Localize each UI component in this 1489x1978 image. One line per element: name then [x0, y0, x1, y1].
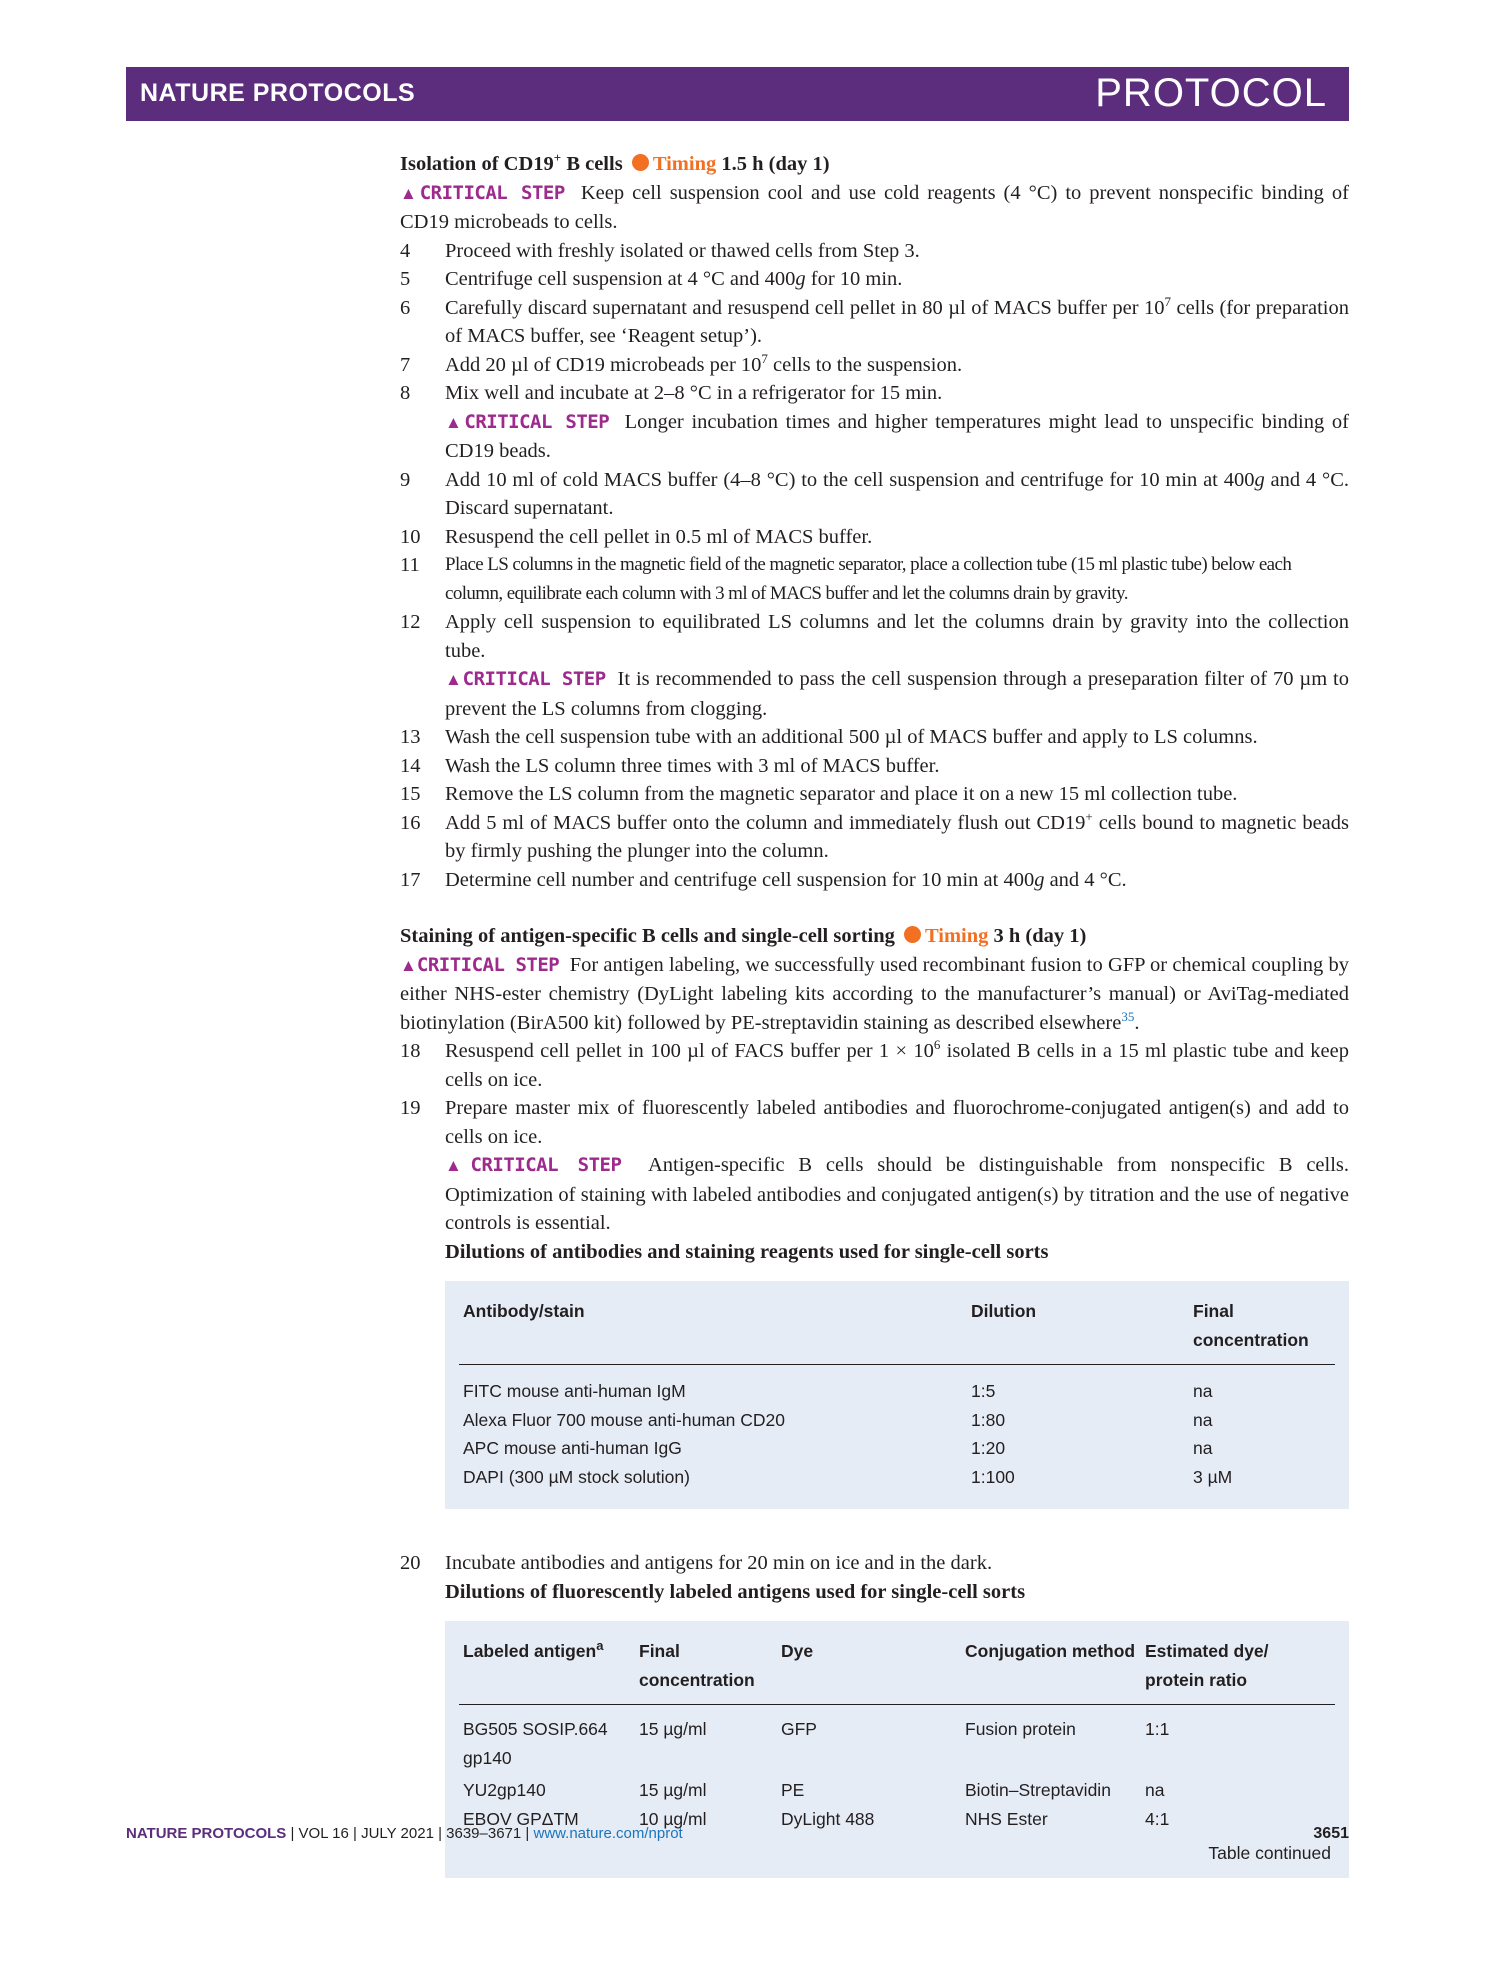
- timing-dot-icon: [632, 154, 649, 171]
- article-type: PROTOCOL: [1095, 71, 1327, 115]
- step-16: 16 Add 5 ml of MACS buffer onto the column and immediately flush out CD19+ cells bound to magnetic beads by firmly pushing the plunger into the column.: [400, 808, 1349, 862]
- critical-step-note: ▲CRITICAL STEP Antigen-specific B cells should be distinguishable from nonspecific B cells. Optimization of staining with labeled antibodies and conjugated antigen(s) by titration and the use of negative controls is essential.: [445, 1154, 1350, 1234]
- journal-name: NATURE PROTOCOLS: [140, 79, 416, 107]
- main-content: [400, 150, 1349, 1878]
- step-20: 20 Incubate antibodies and antigens for 20 min on ice and in the dark.: [400, 1552, 993, 1574]
- step-5: 5 Centrifuge cell suspension at 4 °C and 400g for 10 min.: [400, 268, 903, 290]
- step-8: 8 Mix well and incubate at 2–8 °C in a refrigerator for 15 min. ▲CRITICAL STEP Longer incubation times and higher temperatures might lead to unspecific binding of CD19 beads.: [400, 379, 1349, 466]
- footer-journal: NATURE PROTOCOLS: [126, 1825, 287, 1842]
- step-18: 18 Resuspend cell pellet in 100 µl of FACS buffer per $1 \times 10^6$ isolated B cells in a 15 ml plastic tube and keep cells on ice.: [400, 1037, 1349, 1091]
- table-header-row: Labeled antigen$^a$ Final concentration Dye Conjugation method Estimated dye/ protein ratio: [459, 1627, 1335, 1705]
- timing-value: 1.5 h (day 1): [716, 153, 830, 175]
- table-row: YU2gp140 15 µg/ml PE Biotin–Streptavidin na: [463, 1780, 1165, 1800]
- warning-triangle-icon: ▲: [445, 670, 463, 689]
- section-heading-isolation: Isolation of CD19+ B cells Timing 1.5 h (day 1): [400, 150, 830, 175]
- journal-url-link[interactable]: www.nature.com/nprot: [533, 1825, 683, 1842]
- step-7: 7 Add 20 µl of CD19 microbeads per $10^7$ cells to the suspension.: [400, 350, 963, 376]
- antibody-dilution-table: [445, 1281, 1349, 1509]
- table-row: BG505 SOSIP.664 gp140 15 µg/ml GFP Fusion protein 1:1: [463, 1719, 1170, 1768]
- step-14: 14 Wash the LS column three times with 3 ml of MACS buffer.: [400, 754, 940, 777]
- table-caption: Dilutions of fluorescently labeled antigens used for single-cell sorts: [445, 1580, 1026, 1603]
- step-13: 13 Wash the cell suspension tube with an additional 500 µl of MACS buffer and apply to LS columns.: [400, 726, 1258, 748]
- warning-triangle-icon: ▲: [445, 1156, 471, 1175]
- timing-value: 3 h (day 1): [988, 925, 1087, 947]
- table-header-row: Antibody/stain Dilution Final concentration: [459, 1287, 1335, 1365]
- table-row: EBOV GPΔTM 10 µg/ml DyLight 488 NHS Ester 4:1: [463, 1808, 1170, 1829]
- table-row: FITC mouse anti-human IgM 1:5 na: [463, 1381, 1213, 1401]
- step-15: 15 Remove the LS column from the magnetic separator and place it on a new 15 ml collection tube.: [400, 783, 1238, 805]
- citation-link[interactable]: 35: [1121, 1008, 1135, 1024]
- step-19: 19 Prepare master mix of fluorescently labeled antibodies and fluorochrome-conjugated antigen(s) and add to cells on ice. ▲CRITICAL STEP Antigen-specific B cells should be distinguishable from nonspecific B cells. Optimization of staining with labeled antibodies and conjugated antigen(s) by titration and the use of negative controls is essential.: [400, 1094, 1349, 1238]
- table-caption: Dilutions of antibodies and staining reagents used for single-cell sorts: [445, 1240, 1049, 1263]
- timing-label: Timing: [652, 153, 717, 175]
- warning-triangle-icon: ▲: [400, 183, 420, 203]
- table-row: Alexa Fluor 700 mouse anti-human CD20 1:80 na: [463, 1409, 1213, 1430]
- table-row: APC mouse anti-human IgG 1:20 na: [463, 1438, 1213, 1458]
- table-continued-note: Table continued: [1208, 1843, 1331, 1863]
- page-number: 3651: [1313, 1825, 1349, 1842]
- critical-step-note: ▲CRITICAL STEP Keep cell suspension cool and use cold reagents (4 °C) to prevent nonspecific binding of CD19 microbeads to cells.: [400, 181, 1350, 233]
- timing-dot-icon: [904, 926, 921, 943]
- step-12: 12 Apply cell suspension to equilibrated LS columns and let the columns drain by gravity into the collection tube. ▲CRITICAL STEP It is recommended to pass the cell suspension through a preseparation filter of 70 µm to prevent the LS columns from clogging.: [400, 608, 1349, 723]
- step-9: 9 Add 10 ml of cold MACS buffer (4–8 °C) to the cell suspension and centrifuge for 10 min at 400g and 4 °C. Discard supernatant.: [400, 468, 1349, 519]
- table-row: DAPI (300 µM stock solution) 1:100 3 µM: [463, 1466, 1233, 1487]
- critical-step-note: ▲CRITICAL STEP Longer incubation times and higher temperatures might lead to unspecific binding of CD19 beads.: [445, 410, 1350, 462]
- section-heading-staining: Staining of antigen-specific B cells and single-cell sorting Timing 3 h (day 1): [400, 925, 1087, 947]
- warning-triangle-icon: ▲: [445, 412, 465, 432]
- step-11: 11 Place LS columns in the magnetic field of the magnetic separator, place a collection tube (15 ml plastic tube) below each column, equilibrate each column with 3 ml of MACS buffer and let the columns drain by gravity.: [400, 554, 1292, 604]
- timing-label: Timing: [924, 925, 989, 947]
- step-6: 6 Carefully discard supernatant and resuspend cell pellet in 80 µl of MACS buffer per $10^7$ cells (for preparation of MACS buffer, see ‘Reagent setup’).: [400, 293, 1349, 347]
- step-17: 17 Determine cell number and centrifuge cell suspension for 10 min at 400g and 4 °C.: [400, 868, 1127, 891]
- warning-triangle-icon: ▲: [400, 955, 417, 975]
- step-10: 10 Resuspend the cell pellet in 0.5 ml of MACS buffer.: [400, 525, 873, 548]
- step-4: 4 Proceed with freshly isolated or thawed cells from Step 3.: [400, 239, 920, 262]
- critical-step-note: ▲CRITICAL STEP For antigen labeling, we successfully used recombinant fusion to GFP or chemical coupling by either NHS-ester chemistry (DyLight labeling kits according to the manufacturer’s manual) or AviTag-mediated biotinylation (BirA500 kit) followed by PE-streptavidin staining as described elsewhere$^{35}$.: [400, 953, 1349, 1034]
- critical-step-note: ▲CRITICAL STEP It is recommended to pass the cell suspension through a preseparation filter of 70 µm to prevent the LS columns from clogging.: [445, 668, 1350, 720]
- journal-banner: [126, 67, 1349, 121]
